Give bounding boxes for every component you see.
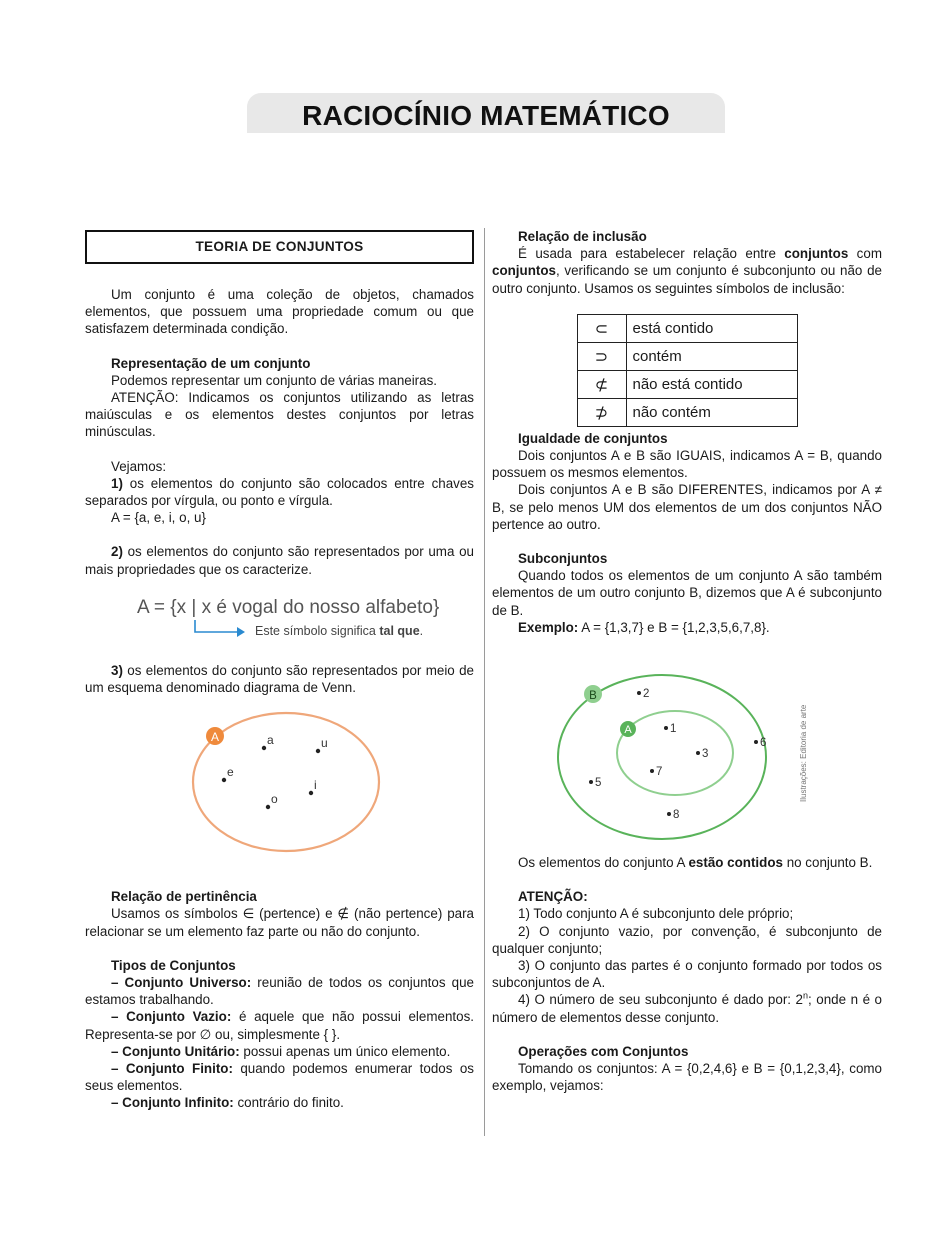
page-title: RACIOCÍNIO MATEMÁTICO [302,100,670,131]
tipo-universo [85,974,474,1008]
tipo-vazio-desc: é aquele que não possui elementos. Representa-se por ∅ ou, simplesmente { }. [85,1009,474,1042]
tipo-universo-term: – Conjunto Universo: [111,975,252,991]
venn2-elem-3: 3 [702,748,709,761]
subsets-example [492,619,882,636]
inclusion-text-1: É usada para estabelecer relação entre [518,246,785,262]
property-formula: A = {x | x é vogal do nosso alfabeto} [137,596,440,618]
inclusion-symbol: ⊅ [577,398,626,426]
contained-text [492,854,882,871]
arrow-icon [193,618,253,642]
left-column [85,230,474,1112]
subsets-example-label: Exemplo: [518,619,579,635]
venn2-dot-3 [696,751,700,755]
venn-a-label: A [210,730,220,745]
tipo-vazio-term: – Conjunto Vazio: [111,1009,232,1025]
tipo-vazio [85,1008,474,1042]
equality-heading: Igualdade de conjuntos [518,430,668,446]
attention-item: 1) Todo conjunto A é subconjunto dele próprio; [518,906,794,922]
attention-4-sup: n [803,991,809,1001]
venn2-elem-6: 6 [760,737,767,750]
inclusion-text-3: , verificando se um conjunto é subconjunto ou não de outro conjunto. Usamos os seguintes símbolos de inclusão: [492,263,882,296]
attention-item: 3) O conjunto das partes é o conjunto formado por todos os subconjuntos de A. [492,958,882,991]
tipos-heading: Tipos de Conjuntos [111,957,236,973]
page-title-bar [247,93,725,133]
inclusion-meaning: está contido [626,314,797,342]
item-2-text: os elementos do conjunto são representados por uma ou mais propriedades que os caracterize. [85,544,474,577]
venn-a-dot-o [266,805,270,809]
rep-paragraph-1: Podemos representar um conjunto de várias maneiras. [111,372,438,388]
equality-text-1: Dois conjuntos A e B são IGUAIS, indicamos A = B, quando possuem os mesmos elementos. [492,448,882,481]
inclusion-row [577,342,797,370]
venn2-dot-2 [637,691,641,695]
attention-4-text-b: ; onde n é o número de elementos desse conjunto. [492,992,883,1025]
subsets-heading: Subconjuntos [518,551,608,567]
item-1 [85,475,474,509]
venn-diagram-ab [492,636,882,854]
right-column [492,228,882,1094]
property-figure [85,578,474,662]
venn-a-elem-u: u [321,736,328,751]
property-note-bold: tal que [379,623,420,638]
venn2-elem-1: 1 [670,723,677,736]
inclusion-row [577,398,797,426]
inclusion-meaning: contém [626,342,797,370]
venn2-credit: Ilustrações: Editoria de arte [799,704,808,803]
venn-diagram-a-svg [85,696,474,888]
tipo-finito-term: – Conjunto Finito: [111,1061,233,1077]
property-note-suffix: . [419,623,424,638]
venn2-elem-5: 5 [595,777,602,790]
inclusion-symbol: ⊄ [577,370,626,398]
vejamos: Vejamos: [111,458,167,474]
venn2-dot-5 [589,780,593,784]
item-3-num: 3) [111,662,123,678]
intro-paragraph: Um conjunto é uma coleção de objetos, chamados elementos, que possuem uma propriedade comum ou que satisfazem determinada condição. [85,287,474,337]
item-2-num: 2) [111,544,123,560]
tipo-infinito-term: – Conjunto Infinito: [111,1095,234,1111]
attention-4-text-a: 4) O número de seu subconjunto é dado por: 2 [518,992,803,1008]
venn-a-elem-e: e [227,765,234,780]
rep-paragraph-2: ATENÇÃO: Indicamos os conjuntos utilizando as letras maiúsculas e os elementos destes conjuntos por letras minúsculas. [85,390,474,440]
venn-a-dot-u [316,749,320,753]
inclusion-bold-2: conjuntos [492,263,556,279]
contained-text-1: Os elementos do conjunto A [518,855,689,871]
venn-diagram-ab-svg [492,636,882,854]
inclusion-table [577,314,798,427]
tipo-unitario [85,1043,474,1060]
operations-heading: Operações com Conjuntos [518,1043,689,1059]
venn2-dot-6 [754,740,758,744]
venn-a-elem-o: o [271,792,278,807]
tipo-finito [85,1060,474,1094]
venn-a-dot-i [309,791,313,795]
item-3 [85,662,474,696]
equality-text-2: Dois conjuntos A e B são DIFERENTES, indicamos por A ≠ B, se pelo menos UM dos elementos de um dos conjuntos NÃO pertence ao outro. [492,482,882,532]
venn-diagram-a [85,696,474,888]
operations-text: Tomando os conjuntos: A = {0,2,4,6} e B = {0,1,2,3,4}, como exemplo, vejamos: [492,1061,882,1094]
tipo-universo-desc: reunião de todos os conjuntos que estamos trabalhando. [85,975,474,1008]
tipo-finito-desc: quando podemos enumerar todos os seus elementos. [85,1061,474,1094]
inclusion-text-2: com [848,246,882,262]
item-1-example: A = {a, e, i, o, u} [111,510,206,526]
subsets-example-value: A = {1,3,7} e B = {1,2,3,5,6,7,8}. [578,619,770,635]
inclusion-symbol: ⊂ [577,314,626,342]
inclusion-row [577,314,797,342]
inclusion-row [577,370,797,398]
pertinence-heading: Relação de pertinência [111,889,257,905]
inclusion-meaning: não está contido [626,370,797,398]
tipo-unitario-desc: possui apenas um único elemento. [239,1043,451,1059]
venn2-elem-8: 8 [673,809,680,822]
inclusion-bold-1: conjuntos [784,246,849,262]
column-divider [484,228,485,1136]
venn2-elem-7: 7 [656,766,663,779]
tipo-infinito-desc: contrário do finito. [233,1095,344,1111]
attention-heading: ATENÇÃO: [518,889,588,905]
pertinence-text: Usamos os símbolos ∈ (pertence) e ∉ (não pertence) para relacionar se um elemento faz parte ou não do conjunto. [85,906,474,939]
tipo-infinito [85,1094,474,1111]
item-1-text: os elementos do conjunto são colocados entre chaves separados por vírgula, ou ponto e vírgula. [85,475,474,509]
section-title: TEORIA DE CONJUNTOS [85,230,474,264]
rep-heading: Representação de um conjunto [111,355,311,371]
inclusion-symbol: ⊃ [577,342,626,370]
inclusion-text [492,245,882,297]
inclusion-heading: Relação de inclusão [518,229,647,244]
venn-b-label: B [589,690,597,703]
contained-bold: estão contidos [688,855,783,871]
item-1-num: 1) [111,475,123,491]
property-note [255,624,423,639]
inclusion-meaning: não contém [626,398,797,426]
venn-a2-label: A [624,724,632,737]
venn-a-elem-i: i [314,778,317,793]
attention-item-4 [492,991,882,1025]
item-2 [85,543,474,577]
item-3-text: os elementos do conjunto são representados por meio de um esquema denominado diagrama de Venn. [85,662,474,696]
contained-text-2: no conjunto B. [782,855,873,871]
venn2-elem-2: 2 [643,688,650,701]
venn2-dot-8 [667,812,671,816]
venn2-dot-7 [650,769,654,773]
venn-a-dot-e [222,778,226,782]
subsets-text: Quando todos os elementos de um conjunto A são também elementos de um outro conjunto B, dizemos que A é subconjunto de B. [492,568,882,618]
attention-item: 2) O conjunto vazio, por convenção, é subconjunto de qualquer conjunto; [492,923,882,956]
venn2-dot-1 [664,726,668,730]
venn-a-elem-a: a [267,733,274,748]
tipo-unitario-term: – Conjunto Unitário: [111,1043,240,1059]
venn-a-dot-a [262,746,266,750]
property-note-prefix: Este símbolo significa [255,623,380,638]
